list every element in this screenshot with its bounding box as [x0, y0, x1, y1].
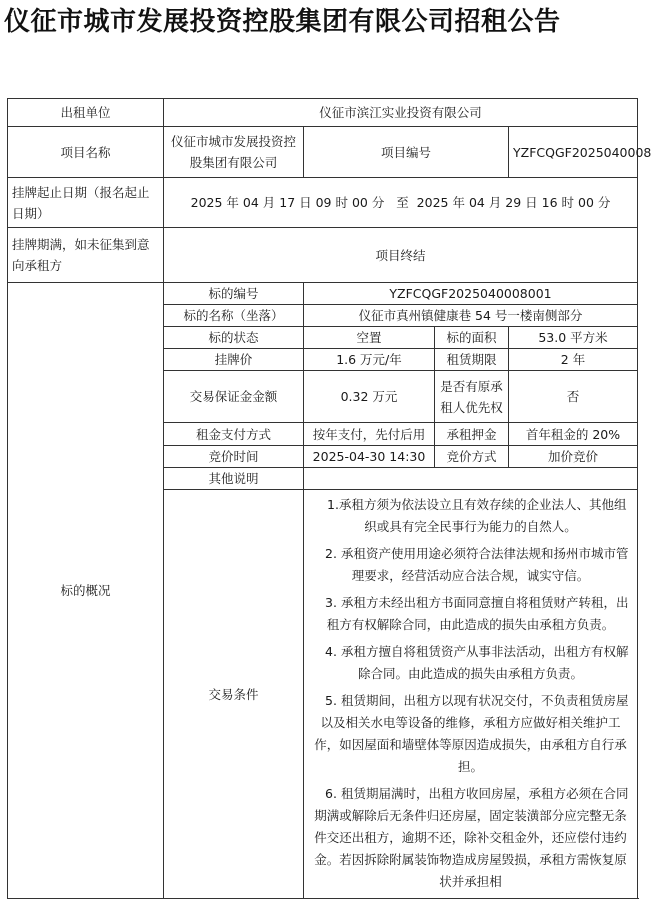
price-label: 挂牌价 — [164, 349, 304, 371]
status-label: 标的状态 — [164, 327, 304, 349]
guarantee-value: 首年租金的 20% — [509, 423, 638, 446]
subject-code-value: YZFCQGF2025040008001 — [304, 283, 638, 305]
conditions-label: 交易条件 — [164, 490, 304, 899]
page-title: 仪征市城市发展投资控股集团有限公司招租公告 — [4, 7, 561, 37]
condition-item: 1.承租方须为依法设立且有效存续的企业法人、其他组织或具有完全民事行为能力的自然人。 — [327, 497, 627, 534]
lessor-value: 仪征市滨江实业投资有限公司 — [164, 99, 638, 127]
subject-section-label: 标的概况 — [8, 283, 164, 899]
deposit-value: 0.32 万元 — [304, 371, 435, 423]
condition-item: 4. 承租方擅自将租赁资产从事非法活动，出租方有权解除合同。由此造成的损失由承租方负责。 — [325, 644, 629, 681]
subject-name-value: 仪征市真州镇健康巷 54 号一楼南侧部分 — [304, 305, 638, 327]
project-no-value: YZFCQGF2025040008 — [509, 127, 638, 178]
row-listing-period — [8, 178, 638, 228]
row-project — [8, 127, 638, 178]
bid-method-value: 加价竞价 — [509, 446, 638, 468]
subject-code-label: 标的编号 — [164, 283, 304, 305]
condition-item: 5. 租赁期间，出租方以现有状况交付，不负责租赁房屋以及相关水电等设备的维修，承租方应做好相关维护工作，如因屋面和墙壁体等原因造成损失，由承租方自行承担。 — [314, 693, 629, 774]
payment-label: 租金支付方式 — [164, 423, 304, 446]
subject-name-label: 标的名称（坐落） — [164, 305, 304, 327]
no-bidder-value: 项目终结 — [164, 228, 638, 283]
payment-value: 按年支付，先付后用 — [304, 423, 435, 446]
bid-time-label: 竞价时间 — [164, 446, 304, 468]
bid-time-value: 2025-04-30 14:30 — [304, 446, 435, 468]
row-subject-code — [8, 283, 638, 305]
row-lessor — [8, 99, 638, 127]
area-value: 53.0 平方米 — [509, 327, 638, 349]
project-no-label: 项目编号 — [304, 127, 509, 178]
price-value: 1.6 万元/年 — [304, 349, 435, 371]
term-label: 租赁期限 — [435, 349, 509, 371]
condition-item: 6. 租赁期届满时，出租方收回房屋，承租方必须在合同期满或解除后无条件归还房屋，固定装潢部分应完整无条件交还出租方，逾期不还，除补交租金外，还应偿付违约金。若因拆除附属装饰物造成房屋毁损，承租方需恢复原状并承担相 — [314, 786, 629, 889]
area-label: 标的面积 — [435, 327, 509, 349]
term-value: 2 年 — [509, 349, 638, 371]
no-bidder-label: 挂牌期满，如未征集到意向承租方 — [8, 228, 164, 283]
deposit-label: 交易保证金金额 — [164, 371, 304, 423]
bid-method-label: 竞价方式 — [435, 446, 509, 468]
guarantee-label: 承租押金 — [435, 423, 509, 446]
other-label: 其他说明 — [164, 468, 304, 490]
conditions-text — [304, 490, 638, 899]
condition-item: 2. 承租资产使用用途必须符合法律法规和扬州市城市管理要求，经营活动应合法合规，诚实守信。 — [325, 546, 629, 583]
project-name-value: 仪征市城市发展投资控股集团有限公司 — [164, 127, 304, 178]
priority-label: 是否有原承租人优先权 — [435, 371, 509, 423]
listing-period-label: 挂牌起止日期（报名起止日期） — [8, 178, 164, 228]
project-name-label: 项目名称 — [8, 127, 164, 178]
listing-period-value: 2025 年 04 月 17 日 09 时 00 分 至 2025 年 04 月 29 日 16 时 00 分 — [164, 178, 638, 228]
lessor-label: 出租单位 — [8, 99, 164, 127]
priority-value: 否 — [509, 371, 638, 423]
notice-table — [7, 98, 651, 899]
status-value: 空置 — [304, 327, 435, 349]
condition-item: 3. 承租方未经出租方书面同意擅自将租赁财产转租，出租方有权解除合同，由此造成的损失由承租方负责。 — [325, 595, 629, 632]
row-no-bidder — [8, 228, 638, 283]
other-value — [304, 468, 638, 490]
